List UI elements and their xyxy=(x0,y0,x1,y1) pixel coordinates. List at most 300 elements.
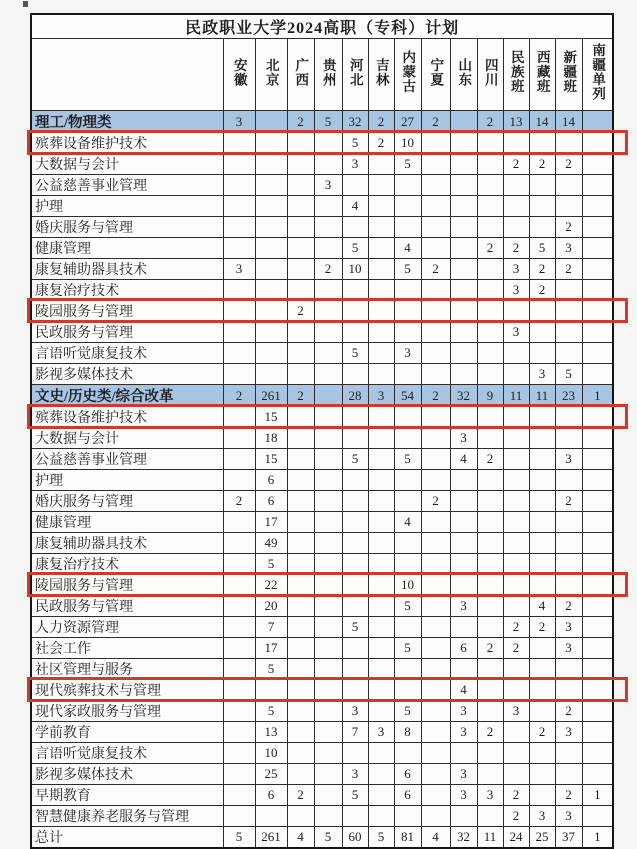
value-cell-南疆单列 xyxy=(582,470,613,491)
value-cell-新疆班: 3 xyxy=(555,238,582,259)
value-cell-吉林 xyxy=(368,680,394,701)
value-cell-吉林 xyxy=(368,322,394,343)
row-label: 理工/物理类 xyxy=(31,111,223,133)
value-cell-贵州: 3 xyxy=(314,175,342,196)
value-cell-广西 xyxy=(287,764,314,785)
value-cell-河北: 3 xyxy=(342,764,368,785)
column-header-label: 广西 xyxy=(293,57,309,87)
value-cell-新疆班 xyxy=(555,175,582,196)
value-cell-四川: 2 xyxy=(477,111,503,133)
value-cell-四川 xyxy=(477,217,503,238)
row-label: 民政服务与管理 xyxy=(31,322,223,343)
value-cell-北京: 17 xyxy=(255,638,287,659)
value-cell-吉林 xyxy=(368,491,394,512)
value-cell-北京 xyxy=(255,806,287,827)
value-cell-河北: 5 xyxy=(342,238,368,259)
value-cell-山东: 3 xyxy=(450,785,477,806)
value-cell-新疆班: 2 xyxy=(555,154,582,175)
value-cell-西藏班: 4 xyxy=(529,596,555,617)
value-cell-新疆班 xyxy=(555,301,582,322)
value-cell-安徽 xyxy=(223,785,255,806)
value-cell-北京 xyxy=(255,196,287,217)
value-cell-北京 xyxy=(255,111,287,133)
value-cell-广西 xyxy=(287,743,314,764)
value-cell-新疆班: 2 xyxy=(555,701,582,722)
value-cell-吉林 xyxy=(368,428,394,449)
row-label: 现代殡葬技术与管理 xyxy=(31,680,223,701)
value-cell-西藏班 xyxy=(529,743,555,764)
value-cell-河北 xyxy=(342,407,368,428)
value-cell-民族班 xyxy=(503,470,529,491)
value-cell-四川 xyxy=(477,343,503,364)
value-cell-安徽 xyxy=(223,470,255,491)
value-cell-贵州 xyxy=(314,133,342,154)
value-cell-宁夏 xyxy=(421,154,450,175)
value-cell-山东 xyxy=(450,491,477,512)
value-cell-民族班 xyxy=(503,764,529,785)
table-title: 民政职业大学2024高职（专科）计划 xyxy=(31,14,613,39)
value-cell-山东 xyxy=(450,659,477,680)
value-cell-山东 xyxy=(450,533,477,554)
row-label: 公益慈善事业管理 xyxy=(31,449,223,470)
value-cell-四川 xyxy=(477,617,503,638)
value-cell-河北 xyxy=(342,428,368,449)
value-cell-民族班 xyxy=(503,743,529,764)
value-cell-广西 xyxy=(287,217,314,238)
value-cell-内蒙古: 8 xyxy=(394,722,421,743)
value-cell-贵州 xyxy=(314,428,342,449)
value-cell-内蒙古: 10 xyxy=(394,575,421,596)
value-cell-宁夏 xyxy=(421,470,450,491)
value-cell-安徽 xyxy=(223,764,255,785)
row-label: 康复治疗技术 xyxy=(31,280,223,301)
value-cell-宁夏 xyxy=(421,743,450,764)
column-header-label: 西藏班 xyxy=(534,50,550,94)
value-cell-四川 xyxy=(477,680,503,701)
value-cell-贵州 xyxy=(314,280,342,301)
value-cell-西藏班: 2 xyxy=(529,280,555,301)
value-cell-安徽 xyxy=(223,617,255,638)
value-cell-西藏班: 2 xyxy=(529,154,555,175)
value-cell-北京 xyxy=(255,175,287,196)
value-cell-宁夏 xyxy=(421,343,450,364)
value-cell-西藏班 xyxy=(529,343,555,364)
value-cell-西藏班 xyxy=(529,428,555,449)
value-cell-广西: 4 xyxy=(287,827,314,849)
value-cell-贵州 xyxy=(314,806,342,827)
value-cell-贵州 xyxy=(314,154,342,175)
value-cell-四川: 3 xyxy=(477,785,503,806)
value-cell-西藏班 xyxy=(529,407,555,428)
value-cell-北京: 17 xyxy=(255,512,287,533)
major-row xyxy=(31,217,613,238)
value-cell-吉林 xyxy=(368,449,394,470)
value-cell-新疆班: 23 xyxy=(555,385,582,407)
value-cell-西藏班 xyxy=(529,133,555,154)
title-row xyxy=(31,14,613,39)
column-header-label: 宁夏 xyxy=(428,57,444,87)
value-cell-民族班: 2 xyxy=(503,617,529,638)
value-cell-山东: 6 xyxy=(450,638,477,659)
value-cell-新疆班: 37 xyxy=(555,827,582,849)
column-header-13 xyxy=(582,39,613,111)
value-cell-贵州 xyxy=(314,701,342,722)
major-row xyxy=(31,617,613,638)
value-cell-西藏班 xyxy=(529,533,555,554)
value-cell-广西 xyxy=(287,133,314,154)
value-cell-贵州 xyxy=(314,470,342,491)
value-cell-河北: 3 xyxy=(342,701,368,722)
value-cell-民族班: 2 xyxy=(503,785,529,806)
value-cell-民族班 xyxy=(503,449,529,470)
value-cell-贵州 xyxy=(314,449,342,470)
column-header-11 xyxy=(529,39,555,111)
value-cell-贵州 xyxy=(314,343,342,364)
value-cell-山东 xyxy=(450,343,477,364)
value-cell-广西: 2 xyxy=(287,785,314,806)
value-cell-河北: 32 xyxy=(342,111,368,133)
value-cell-新疆班: 5 xyxy=(555,364,582,385)
value-cell-广西 xyxy=(287,280,314,301)
value-cell-山东: 4 xyxy=(450,680,477,701)
value-cell-河北 xyxy=(342,533,368,554)
row-label: 婚庆服务与管理 xyxy=(31,217,223,238)
value-cell-新疆班: 2 xyxy=(555,596,582,617)
scan-artifact-mark xyxy=(23,1,28,7)
value-cell-南疆单列 xyxy=(582,491,613,512)
row-label: 社区管理与服务 xyxy=(31,659,223,680)
value-cell-北京 xyxy=(255,154,287,175)
plan-table-body xyxy=(31,111,613,849)
value-cell-山东: 3 xyxy=(450,722,477,743)
row-label: 殡葬设备维护技术 xyxy=(31,407,223,428)
value-cell-北京: 49 xyxy=(255,533,287,554)
value-cell-四川 xyxy=(477,407,503,428)
value-cell-南疆单列 xyxy=(582,343,613,364)
value-cell-内蒙古: 3 xyxy=(394,343,421,364)
value-cell-南疆单列: 1 xyxy=(582,385,613,407)
value-cell-吉林: 5 xyxy=(368,827,394,849)
value-cell-安徽: 2 xyxy=(223,385,255,407)
value-cell-宁夏: 2 xyxy=(421,111,450,133)
value-cell-宁夏 xyxy=(421,722,450,743)
column-header-label: 北京 xyxy=(263,57,279,87)
value-cell-民族班 xyxy=(503,491,529,512)
value-cell-吉林 xyxy=(368,343,394,364)
value-cell-西藏班 xyxy=(529,491,555,512)
value-cell-新疆班: 14 xyxy=(555,111,582,133)
value-cell-吉林 xyxy=(368,301,394,322)
section-row xyxy=(31,385,613,407)
value-cell-民族班 xyxy=(503,680,529,701)
value-cell-吉林 xyxy=(368,764,394,785)
value-cell-民族班: 2 xyxy=(503,638,529,659)
value-cell-南疆单列 xyxy=(582,680,613,701)
value-cell-吉林 xyxy=(368,364,394,385)
value-cell-山东 xyxy=(450,111,477,133)
value-cell-内蒙古: 6 xyxy=(394,764,421,785)
row-label: 影视多媒体技术 xyxy=(31,364,223,385)
value-cell-广西 xyxy=(287,175,314,196)
row-label: 康复治疗技术 xyxy=(31,554,223,575)
row-label: 言语听觉康复技术 xyxy=(31,743,223,764)
value-cell-河北: 60 xyxy=(342,827,368,849)
value-cell-内蒙古 xyxy=(394,301,421,322)
value-cell-内蒙古: 5 xyxy=(394,154,421,175)
value-cell-吉林 xyxy=(368,259,394,280)
value-cell-南疆单列 xyxy=(582,259,613,280)
value-cell-西藏班 xyxy=(529,575,555,596)
column-header-label: 吉林 xyxy=(373,57,389,87)
column-header-8 xyxy=(450,39,477,111)
value-cell-民族班: 3 xyxy=(503,701,529,722)
value-cell-北京 xyxy=(255,343,287,364)
value-cell-北京: 20 xyxy=(255,596,287,617)
value-cell-宁夏 xyxy=(421,301,450,322)
value-cell-宁夏 xyxy=(421,785,450,806)
value-cell-吉林 xyxy=(368,659,394,680)
value-cell-西藏班 xyxy=(529,764,555,785)
major-row xyxy=(31,196,613,217)
value-cell-四川 xyxy=(477,196,503,217)
value-cell-山东: 4 xyxy=(450,449,477,470)
value-cell-河北 xyxy=(342,322,368,343)
value-cell-西藏班 xyxy=(529,301,555,322)
value-cell-河北 xyxy=(342,364,368,385)
value-cell-四川 xyxy=(477,470,503,491)
value-cell-北京: 15 xyxy=(255,407,287,428)
value-cell-山东 xyxy=(450,133,477,154)
value-cell-广西 xyxy=(287,491,314,512)
value-cell-山东 xyxy=(450,238,477,259)
value-cell-四川 xyxy=(477,512,503,533)
value-cell-北京: 261 xyxy=(255,385,287,407)
major-row xyxy=(31,575,613,596)
value-cell-南疆单列 xyxy=(582,111,613,133)
value-cell-南疆单列 xyxy=(582,364,613,385)
value-cell-安徽 xyxy=(223,638,255,659)
column-header-label: 安徽 xyxy=(231,57,247,87)
value-cell-新疆班 xyxy=(555,196,582,217)
value-cell-安徽 xyxy=(223,680,255,701)
total-row xyxy=(31,827,613,849)
column-header-1 xyxy=(255,39,287,111)
value-cell-南疆单列: 1 xyxy=(582,827,613,849)
value-cell-民族班 xyxy=(503,133,529,154)
value-cell-吉林 xyxy=(368,596,394,617)
major-row xyxy=(31,512,613,533)
value-cell-贵州 xyxy=(314,491,342,512)
value-cell-南疆单列 xyxy=(582,764,613,785)
value-cell-宁夏 xyxy=(421,554,450,575)
value-cell-吉林 xyxy=(368,470,394,491)
major-row xyxy=(31,554,613,575)
value-cell-贵州: 5 xyxy=(314,111,342,133)
value-cell-民族班: 2 xyxy=(503,238,529,259)
value-cell-西藏班 xyxy=(529,449,555,470)
value-cell-民族班 xyxy=(503,301,529,322)
value-cell-河北 xyxy=(342,806,368,827)
value-cell-西藏班: 11 xyxy=(529,385,555,407)
value-cell-内蒙古 xyxy=(394,322,421,343)
value-cell-河北 xyxy=(342,554,368,575)
value-cell-北京 xyxy=(255,322,287,343)
value-cell-宁夏 xyxy=(421,596,450,617)
value-cell-四川: 2 xyxy=(477,638,503,659)
value-cell-北京: 6 xyxy=(255,785,287,806)
major-row xyxy=(31,238,613,259)
value-cell-宁夏 xyxy=(421,196,450,217)
value-cell-新疆班 xyxy=(555,554,582,575)
value-cell-民族班: 24 xyxy=(503,827,529,849)
value-cell-西藏班 xyxy=(529,322,555,343)
value-cell-吉林 xyxy=(368,175,394,196)
value-cell-宁夏 xyxy=(421,364,450,385)
value-cell-新疆班 xyxy=(555,133,582,154)
value-cell-广西 xyxy=(287,238,314,259)
value-cell-河北 xyxy=(342,596,368,617)
major-row xyxy=(31,428,613,449)
column-header-5 xyxy=(368,39,394,111)
value-cell-南疆单列 xyxy=(582,133,613,154)
value-cell-宁夏 xyxy=(421,659,450,680)
value-cell-内蒙古 xyxy=(394,533,421,554)
value-cell-北京: 5 xyxy=(255,554,287,575)
value-cell-安徽 xyxy=(223,806,255,827)
value-cell-安徽 xyxy=(223,343,255,364)
row-label: 民政服务与管理 xyxy=(31,596,223,617)
value-cell-四川 xyxy=(477,280,503,301)
major-row xyxy=(31,154,613,175)
value-cell-四川: 2 xyxy=(477,449,503,470)
value-cell-宁夏: 2 xyxy=(421,385,450,407)
row-label: 言语听觉康复技术 xyxy=(31,343,223,364)
value-cell-南疆单列 xyxy=(582,806,613,827)
value-cell-山东: 32 xyxy=(450,827,477,849)
value-cell-安徽 xyxy=(223,554,255,575)
value-cell-山东 xyxy=(450,512,477,533)
value-cell-河北 xyxy=(342,680,368,701)
value-cell-南疆单列 xyxy=(582,217,613,238)
value-cell-贵州 xyxy=(314,785,342,806)
value-cell-广西 xyxy=(287,638,314,659)
value-cell-新疆班 xyxy=(555,470,582,491)
value-cell-安徽 xyxy=(223,722,255,743)
value-cell-新疆班: 2 xyxy=(555,259,582,280)
value-cell-新疆班: 3 xyxy=(555,638,582,659)
value-cell-民族班 xyxy=(503,596,529,617)
value-cell-安徽 xyxy=(223,154,255,175)
value-cell-内蒙古 xyxy=(394,175,421,196)
value-cell-山东 xyxy=(450,407,477,428)
value-cell-贵州 xyxy=(314,617,342,638)
column-header-10 xyxy=(503,39,529,111)
column-header-label: 新疆班 xyxy=(561,50,577,94)
value-cell-北京: 6 xyxy=(255,491,287,512)
value-cell-内蒙古 xyxy=(394,680,421,701)
value-cell-吉林: 3 xyxy=(368,722,394,743)
value-cell-新疆班 xyxy=(555,343,582,364)
value-cell-南疆单列 xyxy=(582,596,613,617)
value-cell-宁夏: 2 xyxy=(421,491,450,512)
value-cell-广西 xyxy=(287,428,314,449)
value-cell-吉林: 2 xyxy=(368,133,394,154)
value-cell-安徽 xyxy=(223,238,255,259)
value-cell-南疆单列 xyxy=(582,722,613,743)
value-cell-广西 xyxy=(287,722,314,743)
value-cell-西藏班 xyxy=(529,659,555,680)
value-cell-山东: 3 xyxy=(450,596,477,617)
value-cell-四川 xyxy=(477,659,503,680)
value-cell-新疆班 xyxy=(555,407,582,428)
value-cell-广西 xyxy=(287,596,314,617)
column-header-2 xyxy=(287,39,314,111)
value-cell-北京 xyxy=(255,259,287,280)
value-cell-河北 xyxy=(342,659,368,680)
value-cell-安徽 xyxy=(223,301,255,322)
value-cell-贵州 xyxy=(314,238,342,259)
value-cell-北京: 261 xyxy=(255,827,287,849)
value-cell-广西: 2 xyxy=(287,301,314,322)
row-label: 公益慈善事业管理 xyxy=(31,175,223,196)
value-cell-宁夏 xyxy=(421,533,450,554)
value-cell-河北 xyxy=(342,491,368,512)
value-cell-北京 xyxy=(255,301,287,322)
value-cell-内蒙古 xyxy=(394,806,421,827)
value-cell-广西 xyxy=(287,533,314,554)
value-cell-广西 xyxy=(287,343,314,364)
value-cell-内蒙古 xyxy=(394,554,421,575)
value-cell-内蒙古: 5 xyxy=(394,259,421,280)
value-cell-新疆班: 2 xyxy=(555,217,582,238)
value-cell-广西 xyxy=(287,407,314,428)
value-cell-四川 xyxy=(477,743,503,764)
corner-cell xyxy=(31,39,223,111)
value-cell-贵州 xyxy=(314,743,342,764)
value-cell-西藏班 xyxy=(529,785,555,806)
value-cell-南疆单列 xyxy=(582,512,613,533)
value-cell-广西 xyxy=(287,806,314,827)
column-header-label: 民族班 xyxy=(508,50,524,94)
value-cell-内蒙古: 27 xyxy=(394,111,421,133)
value-cell-安徽: 5 xyxy=(223,827,255,849)
value-cell-北京 xyxy=(255,680,287,701)
value-cell-民族班: 2 xyxy=(503,154,529,175)
value-cell-山东: 32 xyxy=(450,385,477,407)
value-cell-北京 xyxy=(255,217,287,238)
value-cell-河北 xyxy=(342,280,368,301)
value-cell-广西 xyxy=(287,701,314,722)
value-cell-广西: 2 xyxy=(287,111,314,133)
value-cell-河北: 5 xyxy=(342,449,368,470)
value-cell-西藏班: 25 xyxy=(529,827,555,849)
value-cell-北京: 15 xyxy=(255,449,287,470)
value-cell-安徽 xyxy=(223,701,255,722)
value-cell-贵州 xyxy=(314,680,342,701)
value-cell-民族班 xyxy=(503,364,529,385)
value-cell-安徽 xyxy=(223,407,255,428)
row-label: 现代家政服务与管理 xyxy=(31,701,223,722)
value-cell-四川 xyxy=(477,259,503,280)
value-cell-安徽 xyxy=(223,449,255,470)
value-cell-西藏班: 3 xyxy=(529,806,555,827)
column-header-9 xyxy=(477,39,503,111)
value-cell-山东 xyxy=(450,575,477,596)
column-header-label: 内蒙古 xyxy=(400,50,416,94)
value-cell-山东 xyxy=(450,280,477,301)
value-cell-吉林 xyxy=(368,407,394,428)
row-label: 康复辅助器具技术 xyxy=(31,533,223,554)
